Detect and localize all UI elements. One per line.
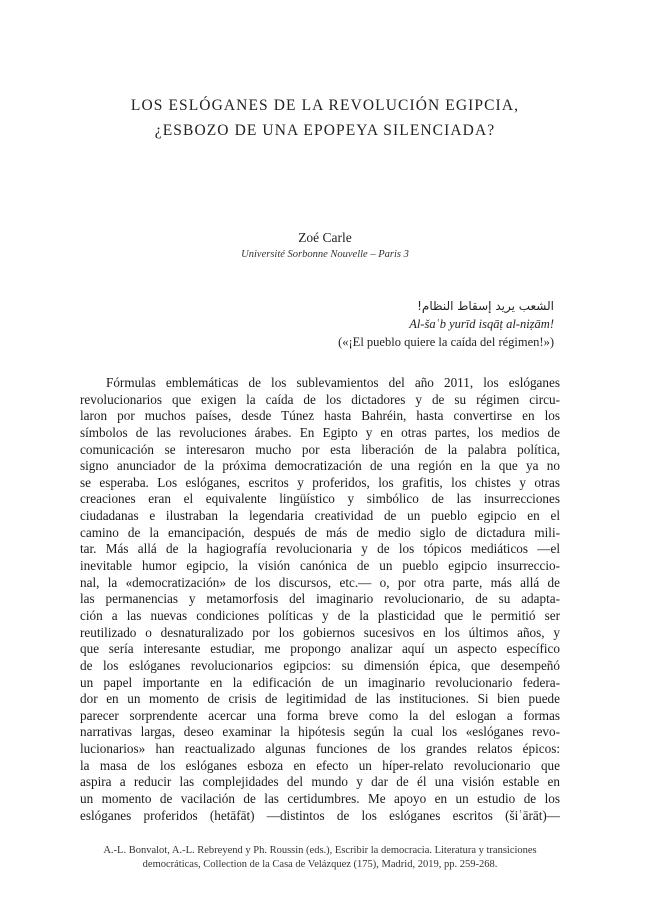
body-line: nal, la «democratización» de los discursos, etc.— o, por otra parte, más allá de [80, 574, 560, 590]
body-line: la masa de los eslóganes esboza en efecto un híper-relato revolucionario que [80, 757, 560, 773]
epigraph-transliteration: Al-šaʿb yurīd isqāṭ al-niẓām! [409, 317, 554, 331]
body-line: de los eslóganes revolucionarios egipcios: su dimensión épica, que desempeñó [80, 657, 560, 673]
citation-line-1: A.-L. Bonvalot, A.-L. Rebreyend y Ph. Roussin (eds.), Escribir la democracia. Literatura y transiciones [103, 845, 537, 856]
body-line: se esperaba. Los eslóganes, escritos y proferidos, los grafitis, los chistes y otras [80, 474, 560, 490]
body-line: símbolos de las revoluciones árabes. En Egipto y en otras partes, los medios de [80, 424, 560, 440]
epigraph-translation: («¡El pueblo quiere la caída del régimen!») [338, 335, 554, 349]
body-line: Fórmulas emblemáticas de los sublevamientos del año 2011, los eslóganes [106, 375, 560, 390]
epigraph [194, 297, 554, 351]
body-line: tar. Más allá de la hagiografía revolucionaria y de los tópicos mediáticos —el [80, 541, 560, 557]
body-line: inevitable humor egipcio, la visión canónica de un pueblo egipcio insurreccio- [80, 558, 560, 574]
body-line: que sería interesante estudiar, me propongo analizar aquí un aspecto específico [80, 641, 560, 657]
body-line: lucionarios» han reactualizado algunas funciones de los grandes relatos épicos: [80, 741, 560, 757]
body-line: comunicación se interesaron mucho por esta liberación de la palabra política, [80, 441, 560, 457]
body-line: dor en un momento de crisis de legitimidad de las instituciones. Si bien puede [80, 691, 560, 707]
body-line: signo anunciador de la próxima democratización de una región en la que ya no [80, 458, 560, 474]
body-paragraph [80, 375, 560, 824]
body-line: aspira a reducir las complejidades del mundo y dar de él una visión estable en [80, 774, 560, 790]
citation-footer [80, 844, 560, 872]
body-line: laron por muchos países, desde Túnez hasta Bahréin, hasta convertirse en los [80, 408, 560, 424]
body-line: camino de la emancipación, después de más de medio siglo de dictadura mili- [80, 524, 560, 540]
chapter-title-line-1: LOS ESLÓGANES DE LA REVOLUCIÓN EGIPCIA, [130, 97, 520, 114]
body-line: narrativas largas, deseo examinar la hipótesis según la cual los «eslóganes revo- [80, 724, 560, 740]
body-line: creaciones eran el equivalente lingüístico y simbólico de las insurrecciones [80, 491, 560, 507]
chapter-title [0, 93, 650, 143]
author-name: Zoé Carle [298, 230, 352, 245]
body-line: un momento de vacilación de las certidumbres. Me apoyo en un estudio de los [80, 791, 560, 807]
citation-line-2: democráticas, Collection de la Casa de Velázquez (175), Madrid, 2019, pp. 259-268. [142, 859, 498, 870]
body-line: eslóganes proferidos (hetāfāt) —distintos de los eslóganes escritos (šiʿārāt)— [80, 807, 560, 823]
body-line: las permanencias y metamorfosis del imaginario revolucionario, de su adapta- [80, 591, 560, 607]
body-line: ciudadanas e ilustraban la legendaria creatividad de un pueblo egipcio en el [80, 508, 560, 524]
body-line: ción a las nuevas condiciones políticas y de la plasticidad que le permitió ser [80, 607, 560, 623]
epigraph-arabic: الشعب يريد إسقاط النظام! [417, 299, 554, 313]
author-affiliation: Université Sorbonne Nouvelle – Paris 3 [241, 249, 409, 260]
chapter-title-line-2: ¿ESBOZO DE UNA EPOPEYA SILENCIADA? [154, 122, 496, 139]
body-line: parecer sorprendente acercar una forma breve como la del eslogan a formas [80, 707, 560, 723]
body-line: revolucionarios que exigen la caída de los dictadores y de su régimen circu- [80, 391, 560, 407]
body-line: reutilizado o desnaturalizado por los gobiernos sucesivos en los últimos años, y [80, 624, 560, 640]
body-line: un papel importante en la edificación de un imaginario revolucionario federa- [80, 674, 560, 690]
